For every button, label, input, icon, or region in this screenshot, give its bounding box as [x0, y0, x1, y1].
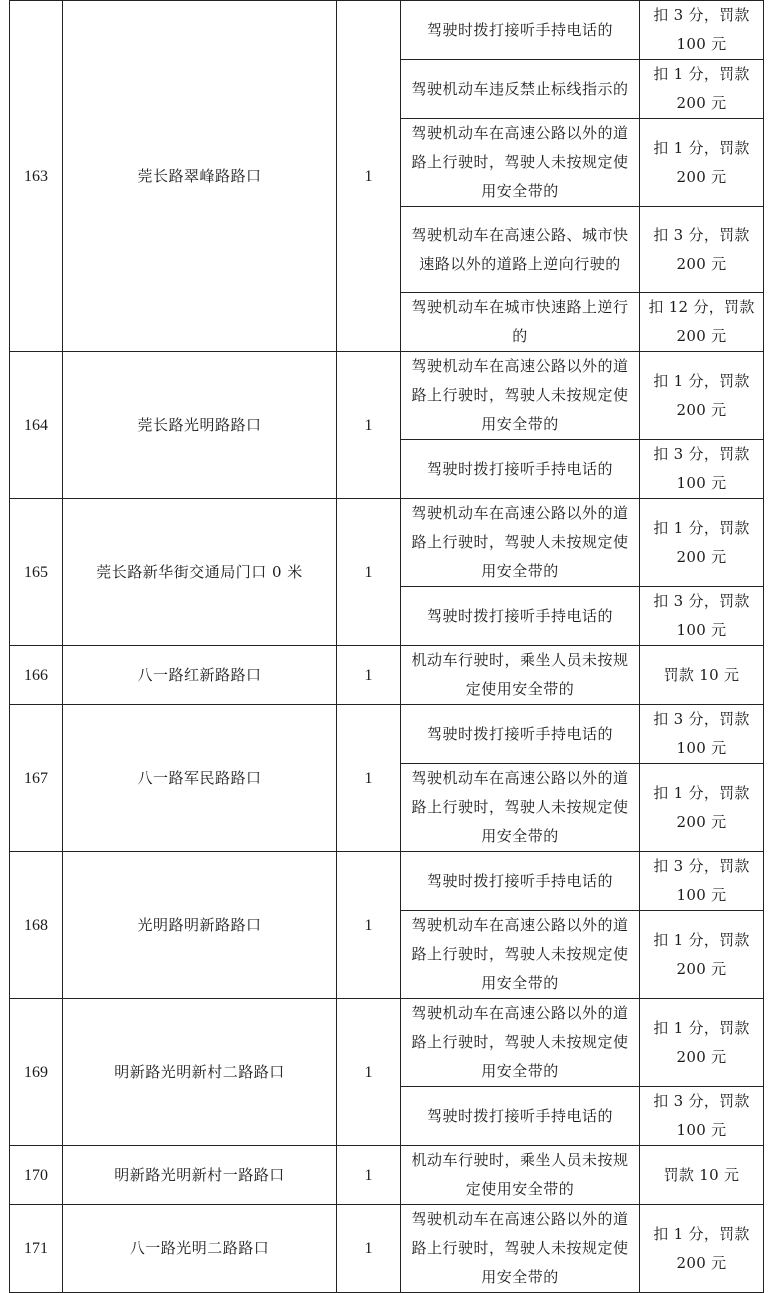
table-row: [10, 1146, 764, 1205]
device-count-cell: 1: [337, 705, 401, 852]
device-count-cell: 1: [337, 999, 401, 1146]
violation-description: 驾驶时拨打接听手持电话的: [401, 1087, 640, 1146]
table-row: [10, 999, 764, 1087]
location-cell: 莞长路新华街交通局门口 0 米: [63, 499, 337, 646]
violation-description: 驾驶时拨打接听手持电话的: [401, 1, 640, 60]
penalty-cell: 罚款 10 元: [640, 1146, 764, 1205]
penalty-cell: 扣 1 分，罚款 200 元: [640, 499, 764, 587]
location-cell: 明新路光明新村一路路口: [63, 1146, 337, 1205]
penalty-cell: 扣 3 分，罚款 100 元: [640, 852, 764, 911]
location-cell: 明新路光明新村二路路口: [63, 999, 337, 1146]
table-row: [10, 705, 764, 764]
location-cell: 莞长路翠峰路路口: [63, 1, 337, 352]
location-cell: 八一路军民路路口: [63, 705, 337, 852]
penalty-cell: 扣 1 分，罚款 200 元: [640, 1205, 764, 1293]
device-count-cell: 1: [337, 852, 401, 999]
record-number: 168: [10, 852, 63, 999]
location-cell: 莞长路光明路路口: [63, 352, 337, 499]
record-number: 169: [10, 999, 63, 1146]
penalty-cell: 扣 3 分，罚款 200 元: [640, 207, 764, 293]
violations-table-body: [10, 1, 764, 1293]
device-count-cell: 1: [337, 1205, 401, 1293]
penalty-cell: 扣 3 分，罚款 100 元: [640, 440, 764, 499]
violation-description: 驾驶时拨打接听手持电话的: [401, 440, 640, 499]
violation-description: 驾驶机动车在高速公路以外的道路上行驶时，驾驶人未按规定使用安全带的: [401, 999, 640, 1087]
violation-description: 机动车行驶时，乘坐人员未按规定使用安全带的: [401, 646, 640, 705]
violation-description: 驾驶机动车违反禁止标线指示的: [401, 60, 640, 119]
record-number: 166: [10, 646, 63, 705]
location-cell: 八一路红新路路口: [63, 646, 337, 705]
violation-description: 驾驶机动车在高速公路、城市快速路以外的道路上逆向行驶的: [401, 207, 640, 293]
penalty-cell: 扣 1 分，罚款 200 元: [640, 999, 764, 1087]
penalty-cell: 扣 1 分，罚款 200 元: [640, 60, 764, 119]
device-count-cell: 1: [337, 352, 401, 499]
penalty-cell: 扣 3 分，罚款 100 元: [640, 587, 764, 646]
device-count-cell: 1: [337, 499, 401, 646]
violation-description: 驾驶机动车在高速公路以外的道路上行驶时，驾驶人未按规定使用安全带的: [401, 499, 640, 587]
table-row: [10, 646, 764, 705]
table-row: [10, 352, 764, 440]
device-count-cell: 1: [337, 646, 401, 705]
record-number: 165: [10, 499, 63, 646]
violation-description: 驾驶机动车在高速公路以外的道路上行驶时，驾驶人未按规定使用安全带的: [401, 911, 640, 999]
record-number: 167: [10, 705, 63, 852]
record-number: 164: [10, 352, 63, 499]
table-row: [10, 499, 764, 587]
table-row: [10, 1205, 764, 1293]
record-number: 171: [10, 1205, 63, 1293]
violation-description: 驾驶时拨打接听手持电话的: [401, 587, 640, 646]
location-cell: 光明路明新路路口: [63, 852, 337, 999]
device-count-cell: 1: [337, 1146, 401, 1205]
penalty-cell: 扣 1 分，罚款 200 元: [640, 764, 764, 852]
location-cell: 八一路光明二路路口: [63, 1205, 337, 1293]
violation-description: 驾驶时拨打接听手持电话的: [401, 852, 640, 911]
violation-description: 驾驶机动车在高速公路以外的道路上行驶时，驾驶人未按规定使用安全带的: [401, 764, 640, 852]
violations-table: [9, 0, 764, 1293]
penalty-cell: 扣 3 分，罚款 100 元: [640, 1087, 764, 1146]
penalty-cell: 扣 1 分，罚款 200 元: [640, 119, 764, 207]
record-number: 163: [10, 1, 63, 352]
penalty-cell: 扣 1 分，罚款 200 元: [640, 911, 764, 999]
violation-description: 驾驶时拨打接听手持电话的: [401, 705, 640, 764]
violation-description: 驾驶机动车在城市快速路上逆行的: [401, 293, 640, 352]
penalty-cell: 罚款 10 元: [640, 646, 764, 705]
violation-description: 驾驶机动车在高速公路以外的道路上行驶时，驾驶人未按规定使用安全带的: [401, 1205, 640, 1293]
violation-description: 驾驶机动车在高速公路以外的道路上行驶时，驾驶人未按规定使用安全带的: [401, 119, 640, 207]
penalty-cell: 扣 12 分，罚款 200 元: [640, 293, 764, 352]
table-row: [10, 1, 764, 60]
record-number: 170: [10, 1146, 63, 1205]
violation-description: 机动车行驶时，乘坐人员未按规定使用安全带的: [401, 1146, 640, 1205]
penalty-cell: 扣 1 分，罚款 200 元: [640, 352, 764, 440]
violation-description: 驾驶机动车在高速公路以外的道路上行驶时，驾驶人未按规定使用安全带的: [401, 352, 640, 440]
table-row: [10, 852, 764, 911]
penalty-cell: 扣 3 分，罚款 100 元: [640, 1, 764, 60]
device-count-cell: 1: [337, 1, 401, 352]
penalty-cell: 扣 3 分，罚款 100 元: [640, 705, 764, 764]
